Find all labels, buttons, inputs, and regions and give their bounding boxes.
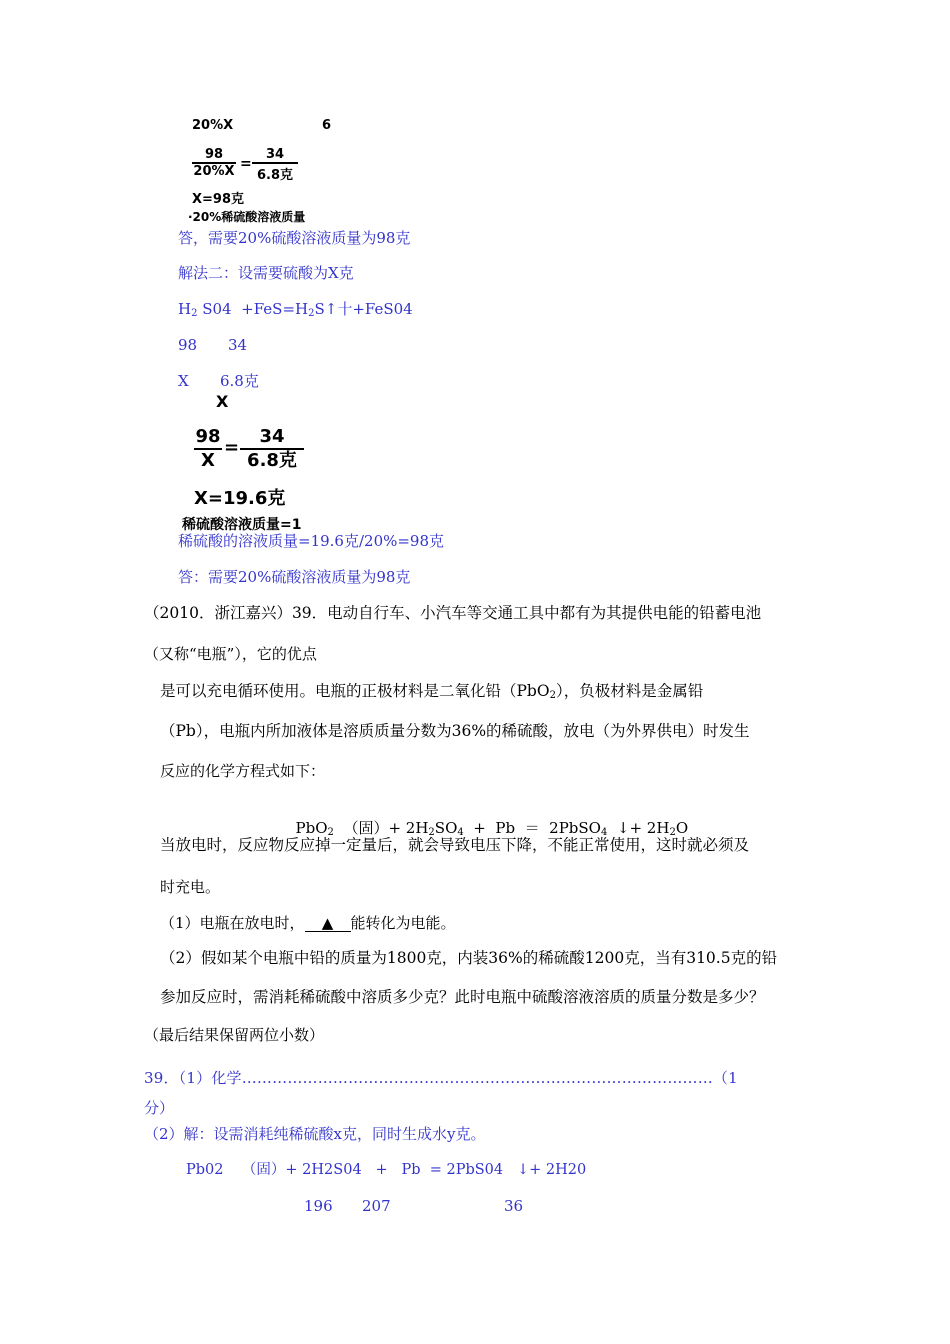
method-2-row2-a: X xyxy=(178,372,189,390)
solution-mass-196: 196 xyxy=(304,1197,333,1215)
fraction-left-denominator: 20%X xyxy=(193,164,235,179)
question-2-line-1: （2）假如某个电瓶中铅的质量为1800克，内装36%的稀硫酸1200克，当有310.5克的铅 xyxy=(160,949,778,967)
method-2-intro: 解法二：设需要硫酸为X克 xyxy=(178,264,354,282)
equation-image-2-cut-top: X xyxy=(216,392,229,411)
fraction-left-numerator: 98 xyxy=(195,426,221,447)
fraction-right xyxy=(252,147,298,183)
problem-line-1: （2010．浙江嘉兴）39．电动自行车、小汽车等交通工具中都有为其提供电能的铅蓄电池 xyxy=(144,604,762,622)
equation-image-1 xyxy=(188,118,348,224)
solution-line-1: 39．（1）化学…………………………………………………………………………………（1 xyxy=(144,1069,738,1087)
problem-line-5: 反应的化学方程式如下： xyxy=(160,762,326,780)
equation-image-1-cut-top-right: 6 xyxy=(322,118,332,133)
fraction-right-numerator: 34 xyxy=(259,426,285,447)
solution-equation: Pb02 （固）+ 2H2S04 + Pb = 2PbS04 ↓+ 2H20 xyxy=(186,1162,587,1178)
answer-2: 答：需要20%硫酸溶液质量为98克 xyxy=(178,568,411,586)
method-2-row2-b: 6.8克 xyxy=(220,372,259,390)
question-2-line-2: 参加反应时，需消耗稀硫酸中溶质多少克？此时电瓶中硫酸溶液溶质的质量分数是多少？ xyxy=(160,988,765,1006)
answer-blank: ▲ xyxy=(305,915,351,932)
equation-image-1-cut-bottom: ·20%稀硫酸溶液质量 xyxy=(188,210,306,224)
equation-image-2 xyxy=(182,392,318,533)
problem-line-6: 当放电时，反应物反应掉一定量后，就会导致电压下降，不能正常使用，这时就必须及 xyxy=(160,836,750,854)
answer-1: 答，需要20%硫酸溶液质量为98克 xyxy=(178,229,411,247)
fraction-right xyxy=(240,426,304,472)
method-2-row1-a: 98 xyxy=(178,336,198,354)
fraction-right-denominator: 6.8克 xyxy=(256,168,294,183)
fraction-left-denominator: X xyxy=(201,450,215,471)
equation-image-2-cut-bottom: 稀硫酸溶液质量=1 xyxy=(182,517,302,533)
equation-image-1-result: X=98克 xyxy=(192,192,245,207)
solution-line-2: 分） xyxy=(144,1099,175,1117)
solution-mass-36: 36 xyxy=(504,1197,524,1215)
fraction-left xyxy=(194,426,222,472)
equals-sign: = xyxy=(240,156,252,172)
reaction-equation: PbO$_2$ （固）+ $2H_2SO_4 + Pb$ ＝ 2PbSO$_4$ ↓+ $2H_2O$ xyxy=(295,819,689,838)
problem-line-4: （Pb），电瓶内所加液体是溶质质量分数为36%的稀硫酸，放电（为外界供电）时发生 xyxy=(160,722,750,740)
method-2-row1-b: 34 xyxy=(228,336,248,354)
fraction-right-denominator: 6.8克 xyxy=(247,450,297,471)
equation-image-1-cut-top: 20%X xyxy=(192,118,234,133)
problem-line-3: 是可以充电循环使用。电瓶的正极材料是二氧化铅（PbO$_2$），负极材料是金属铅 xyxy=(160,682,704,701)
dilute-solution-mass: 稀硫酸的溶液质量=19.6克/20%=98克 xyxy=(178,532,445,550)
question-2-line-3: （最后结果保留两位小数） xyxy=(144,1026,325,1044)
equals-sign: = xyxy=(224,437,240,458)
solution-mass-207: 207 xyxy=(362,1197,391,1215)
method-2-equation: $H_2$ $S04 +FeS=H_2S↑$十+FeS04 xyxy=(178,300,413,319)
fraction-right-numerator: 34 xyxy=(265,147,285,162)
fraction-left-numerator: 98 xyxy=(204,147,224,162)
fraction-left xyxy=(192,147,236,179)
equation-image-2-result: X=19.6克 xyxy=(194,488,286,509)
problem-line-2: （又称“电瓶”），它的优点 xyxy=(144,645,317,663)
problem-line-7: 时充电。 xyxy=(160,878,221,896)
solution-line-3: （2）解：设需消耗纯稀硫酸x克，同时生成水y克。 xyxy=(144,1125,486,1143)
question-1: （1）电瓶在放电时， ▲ 能转化为电能。 xyxy=(160,914,456,932)
